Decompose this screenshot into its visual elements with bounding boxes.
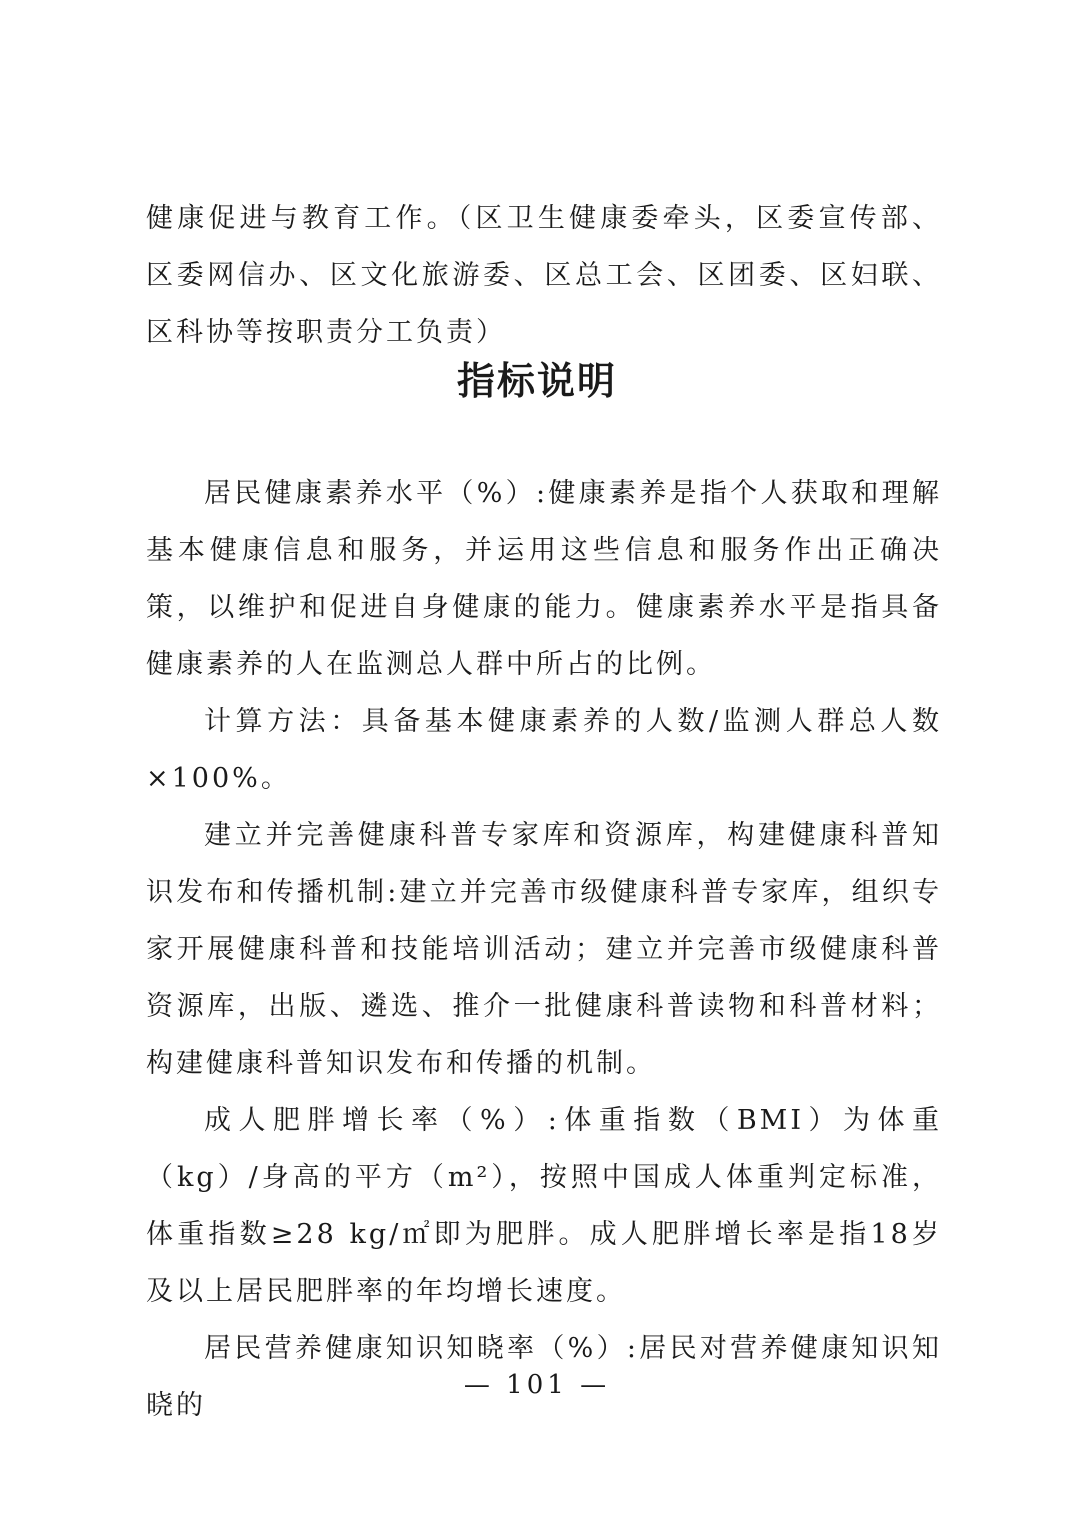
paragraph-nutrition-awareness: 居民营养健康知识知晓率（%）:居民对营养健康知识知晓的 xyxy=(146,1333,942,1421)
paragraph-expert-database: 建立并完善健康科普专家库和资源库，构建健康科普知识发布和传播机制:建立并完善市级健康科普专家库，组织专家开展健康科普和技能培训活动；建立并完善市级健康科普资源库，出版、遴选、推介一批健康科普读物和科普材料；构建健康科普知识发布和传播的机制。 xyxy=(146,820,942,1079)
intro-paragraph: 健康促进与教育工作。（区卫生健康委牵头，区委宣传部、区委网信办、区文化旅游委、区总工会、区团委、区妇联、区科协等按职责分工负责） xyxy=(146,203,942,348)
paragraph-obesity-growth: 成人肥胖增长率（%）:体重指数（BMI）为体重（kg）/身高的平方（m²），按照中国成人体重判定标准，体重指数≥28 kg/㎡即为肥胖。成人肥胖增长率是指18岁及以上居民肥胖率的年均增长速度。 xyxy=(146,1105,942,1307)
paragraph-health-literacy: 居民健康素养水平（%）:健康素养是指个人获取和理解基本健康信息和服务，并运用这些信息和服务作出正确决策，以维护和促进自身健康的能力。健康素养水平是指具备健康素养的人在监测总人群中所占的比例。 xyxy=(146,478,942,680)
paragraph-calculation-method: 计算方法：具备基本健康素养的人数/监测人群总人数×100%。 xyxy=(146,706,942,794)
indicator-descriptions xyxy=(146,465,942,1434)
page-number: — 101 — xyxy=(463,1370,611,1400)
section-heading: 指标说明 xyxy=(456,359,617,403)
